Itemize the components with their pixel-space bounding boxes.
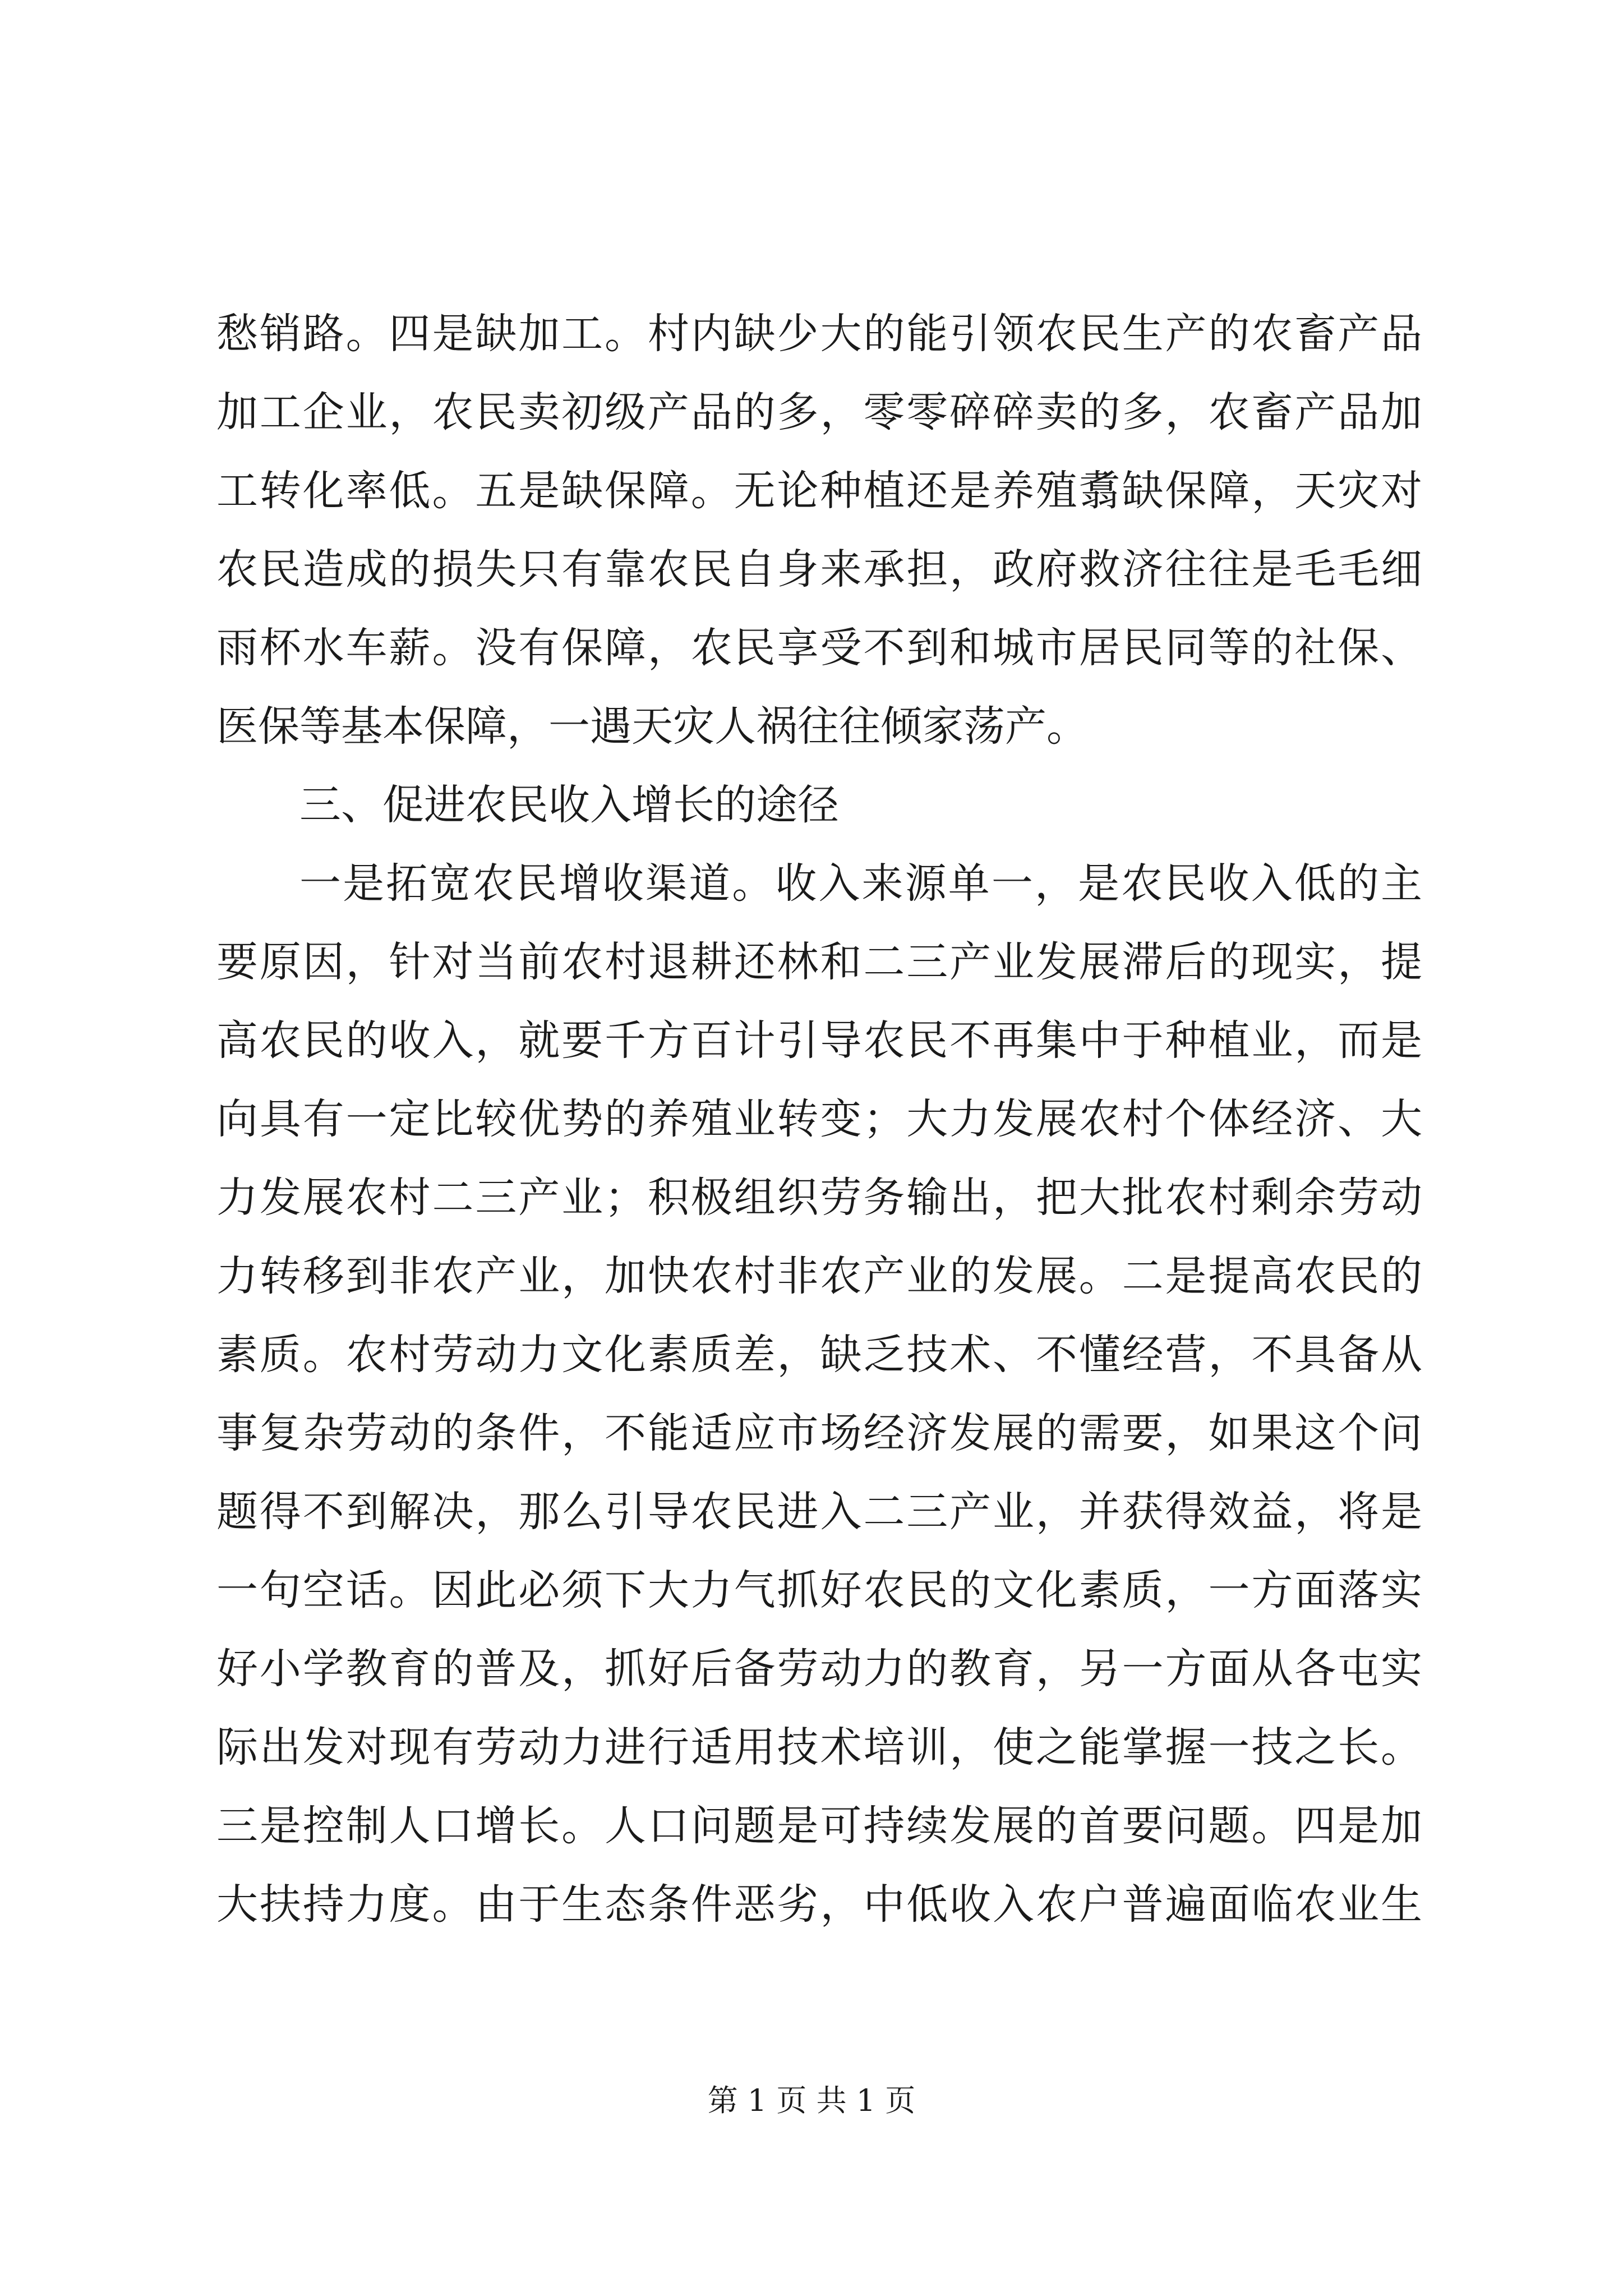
page-footer: 第 1 页 共 1 页 [707, 2083, 916, 2118]
paragraph-line: 工转化率低。五是缺保障。无论种植还是养殖翥缺保障，天灾对 [216, 467, 1422, 515]
paragraph-line: 好小学教育的普及，抓好后备劳动力的教育，另一方面从各屯实 [216, 1645, 1422, 1693]
paragraph-line: 加工企业，农民卖初级产品的多，零零碎碎卖的多，农畜产品加 [216, 388, 1422, 436]
paragraph-line: 要原因，针对当前农村退耕还林和二三产业发展滞后的现实，提 [216, 938, 1422, 986]
paragraph-line: 题得不到解决，那么引导农民进入二三产业，并获得效益，将是 [216, 1488, 1422, 1536]
paragraph-line: 高农民的收入，就要千方百计引导农民不再集中于种植业，而是 [216, 1016, 1422, 1065]
paragraph-line: 一句空话。因此必须下大力气抓好农民的文化素质，一方面落实 [216, 1566, 1422, 1614]
paragraph-line: 际出发对现有劳动力进行适用技术培训，使之能掌握一技之长。 [216, 1723, 1422, 1772]
paragraph-line: 农民造成的损失只有靠农民自身来承担，政府救济往往是毛毛细 [216, 545, 1422, 593]
paragraph-line: 三是控制人口增长。人口问题是可持续发展的首要问题。四是加 [216, 1802, 1422, 1850]
paragraph-line: 力转移到非农产业，加快农村非农产业的发展。二是提高农民的 [216, 1252, 1422, 1300]
paragraph-line: 向具有一定比较优势的养殖业转变；大力发展农村个体经济、大 [216, 1095, 1422, 1143]
paragraph-line: 力发展农村二三产业；积极组织劳务输出，把大批农村剩余劳动 [216, 1174, 1422, 1222]
paragraph-line: 大扶持力度。由于生态条件恶劣，中低收入农户普遍面临农业生 [216, 1880, 1422, 1929]
section-heading: 三、促进农民收入增长的途径 [299, 781, 839, 829]
paragraph-line: 一是拓宽农民增收渠道。收入来源单一，是农民收入低的主 [299, 859, 1422, 908]
paragraph-line: 医保等基本保障，一遇天灾人祸往往倾家荡产。 [216, 702, 1088, 751]
paragraph-line: 愁销路。四是缺加工。村内缺少大的能引领农民生产的农畜产品 [216, 310, 1422, 358]
paragraph-line: 雨杯水车薪。没有保障，农民享受不到和城市居民同等的社保、 [216, 624, 1422, 672]
paragraph-line: 素质。农村劳动力文化素质差，缺乏技术、不懂经营，不具备从 [216, 1331, 1422, 1379]
paragraph-line: 事复杂劳动的条件，不能适应市场经济发展的需要，如果这个问 [216, 1409, 1422, 1457]
